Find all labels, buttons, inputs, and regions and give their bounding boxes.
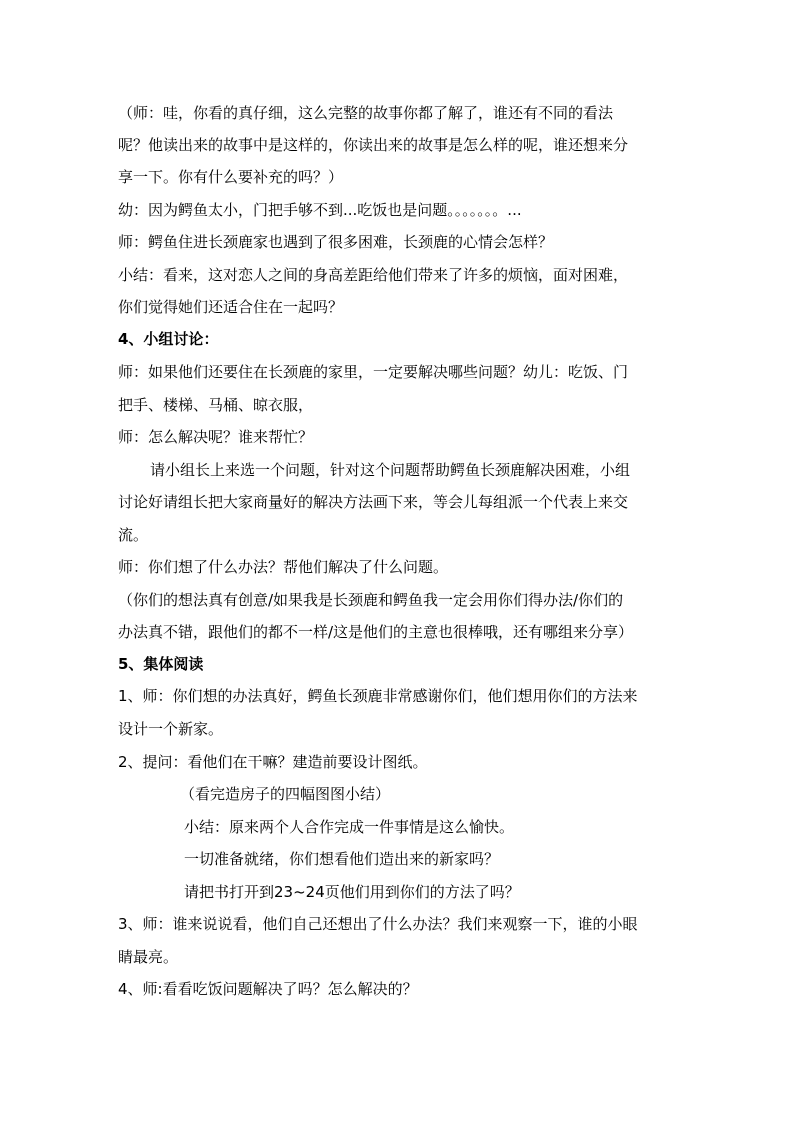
text-line: 小结：看来，这对恋人之间的身高差距给他们带来了许多的烦恼，面对困难， <box>118 266 629 284</box>
text-line: 呢？他读出来的故事中是这样的，你读出来的故事是怎么样的呢，谁还想来分 <box>118 136 629 154</box>
text-line: （你们的想法真有创意/如果我是长颈鹿和鳄鱼我一定会用你们得办法/你们的 <box>118 591 624 609</box>
section-heading: 4、小组讨论： <box>118 330 219 348</box>
text-line: 幼：因为鳄鱼太小，门把手够不到...吃饭也是问题。。。。。。。... <box>118 201 522 219</box>
text-line: 你们觉得她们还适合住在一起吗？ <box>118 298 344 316</box>
text-line: （看完造房子的四幅图图小结） <box>180 785 391 803</box>
text-line: 设计一个新家。 <box>118 720 224 738</box>
text-line: 讨论好请组长把大家商量好的解决方法画下来，等会儿每组派一个代表上来交 <box>118 493 629 511</box>
section-heading: 5、集体阅读 <box>118 655 204 673</box>
text-line: 流。 <box>118 526 149 544</box>
text-line: 1、师：你们想的办法真好，鳄鱼长颈鹿非常感谢你们，他们想用你们的方法来 <box>118 687 638 705</box>
text-line: 师：如果他们还要住在长颈鹿的家里，一定要解决哪些问题？幼儿：吃饭、门 <box>118 363 629 381</box>
text-line: 师：鳄鱼住进长颈鹿家也遇到了很多困难，长颈鹿的心情会怎样？ <box>118 233 554 251</box>
text-line: 师：你们想了什么办法？帮他们解决了什么问题。 <box>118 558 449 576</box>
text-line: 享一下。你有什么要补充的吗？） <box>118 168 344 186</box>
text-line: 小结：原来两个人合作完成一件事情是这么愉快。 <box>184 818 515 836</box>
text-line: 请小组长上来选一个问题，针对这个问题帮助鳄鱼长颈鹿解决困难，小组 <box>150 461 631 479</box>
text-line: 请把书打开到23~24页他们用到你们的方法了吗？ <box>184 883 520 901</box>
text-line: 把手、楼梯、马桶、晾衣服， <box>118 396 314 414</box>
text-line: 师：怎么解决呢？谁来帮忙？ <box>118 428 314 446</box>
text-line: 睛最亮。 <box>118 948 179 966</box>
text-line: 一切准备就绪，你们想看他们造出来的新家吗？ <box>184 850 500 868</box>
text-line: 4、师:看看吃饭问题解决了吗？怎么解决的？ <box>118 980 418 998</box>
text-line: 3、师：谁来说说看，他们自己还想出了什么办法？我们来观察一下，谁的小眼 <box>118 915 638 933</box>
text-line: 办法真不错，跟他们的都不一样/这是他们的主意也很棒哦，还有哪组来分享） <box>118 623 634 641</box>
text-line: 2、提问：看他们在干嘛？建造前要设计图纸。 <box>118 753 428 771</box>
text-line: （师：哇，你看的真仔细，这么完整的故事你都了解了，谁还有不同的看法 <box>118 104 614 122</box>
